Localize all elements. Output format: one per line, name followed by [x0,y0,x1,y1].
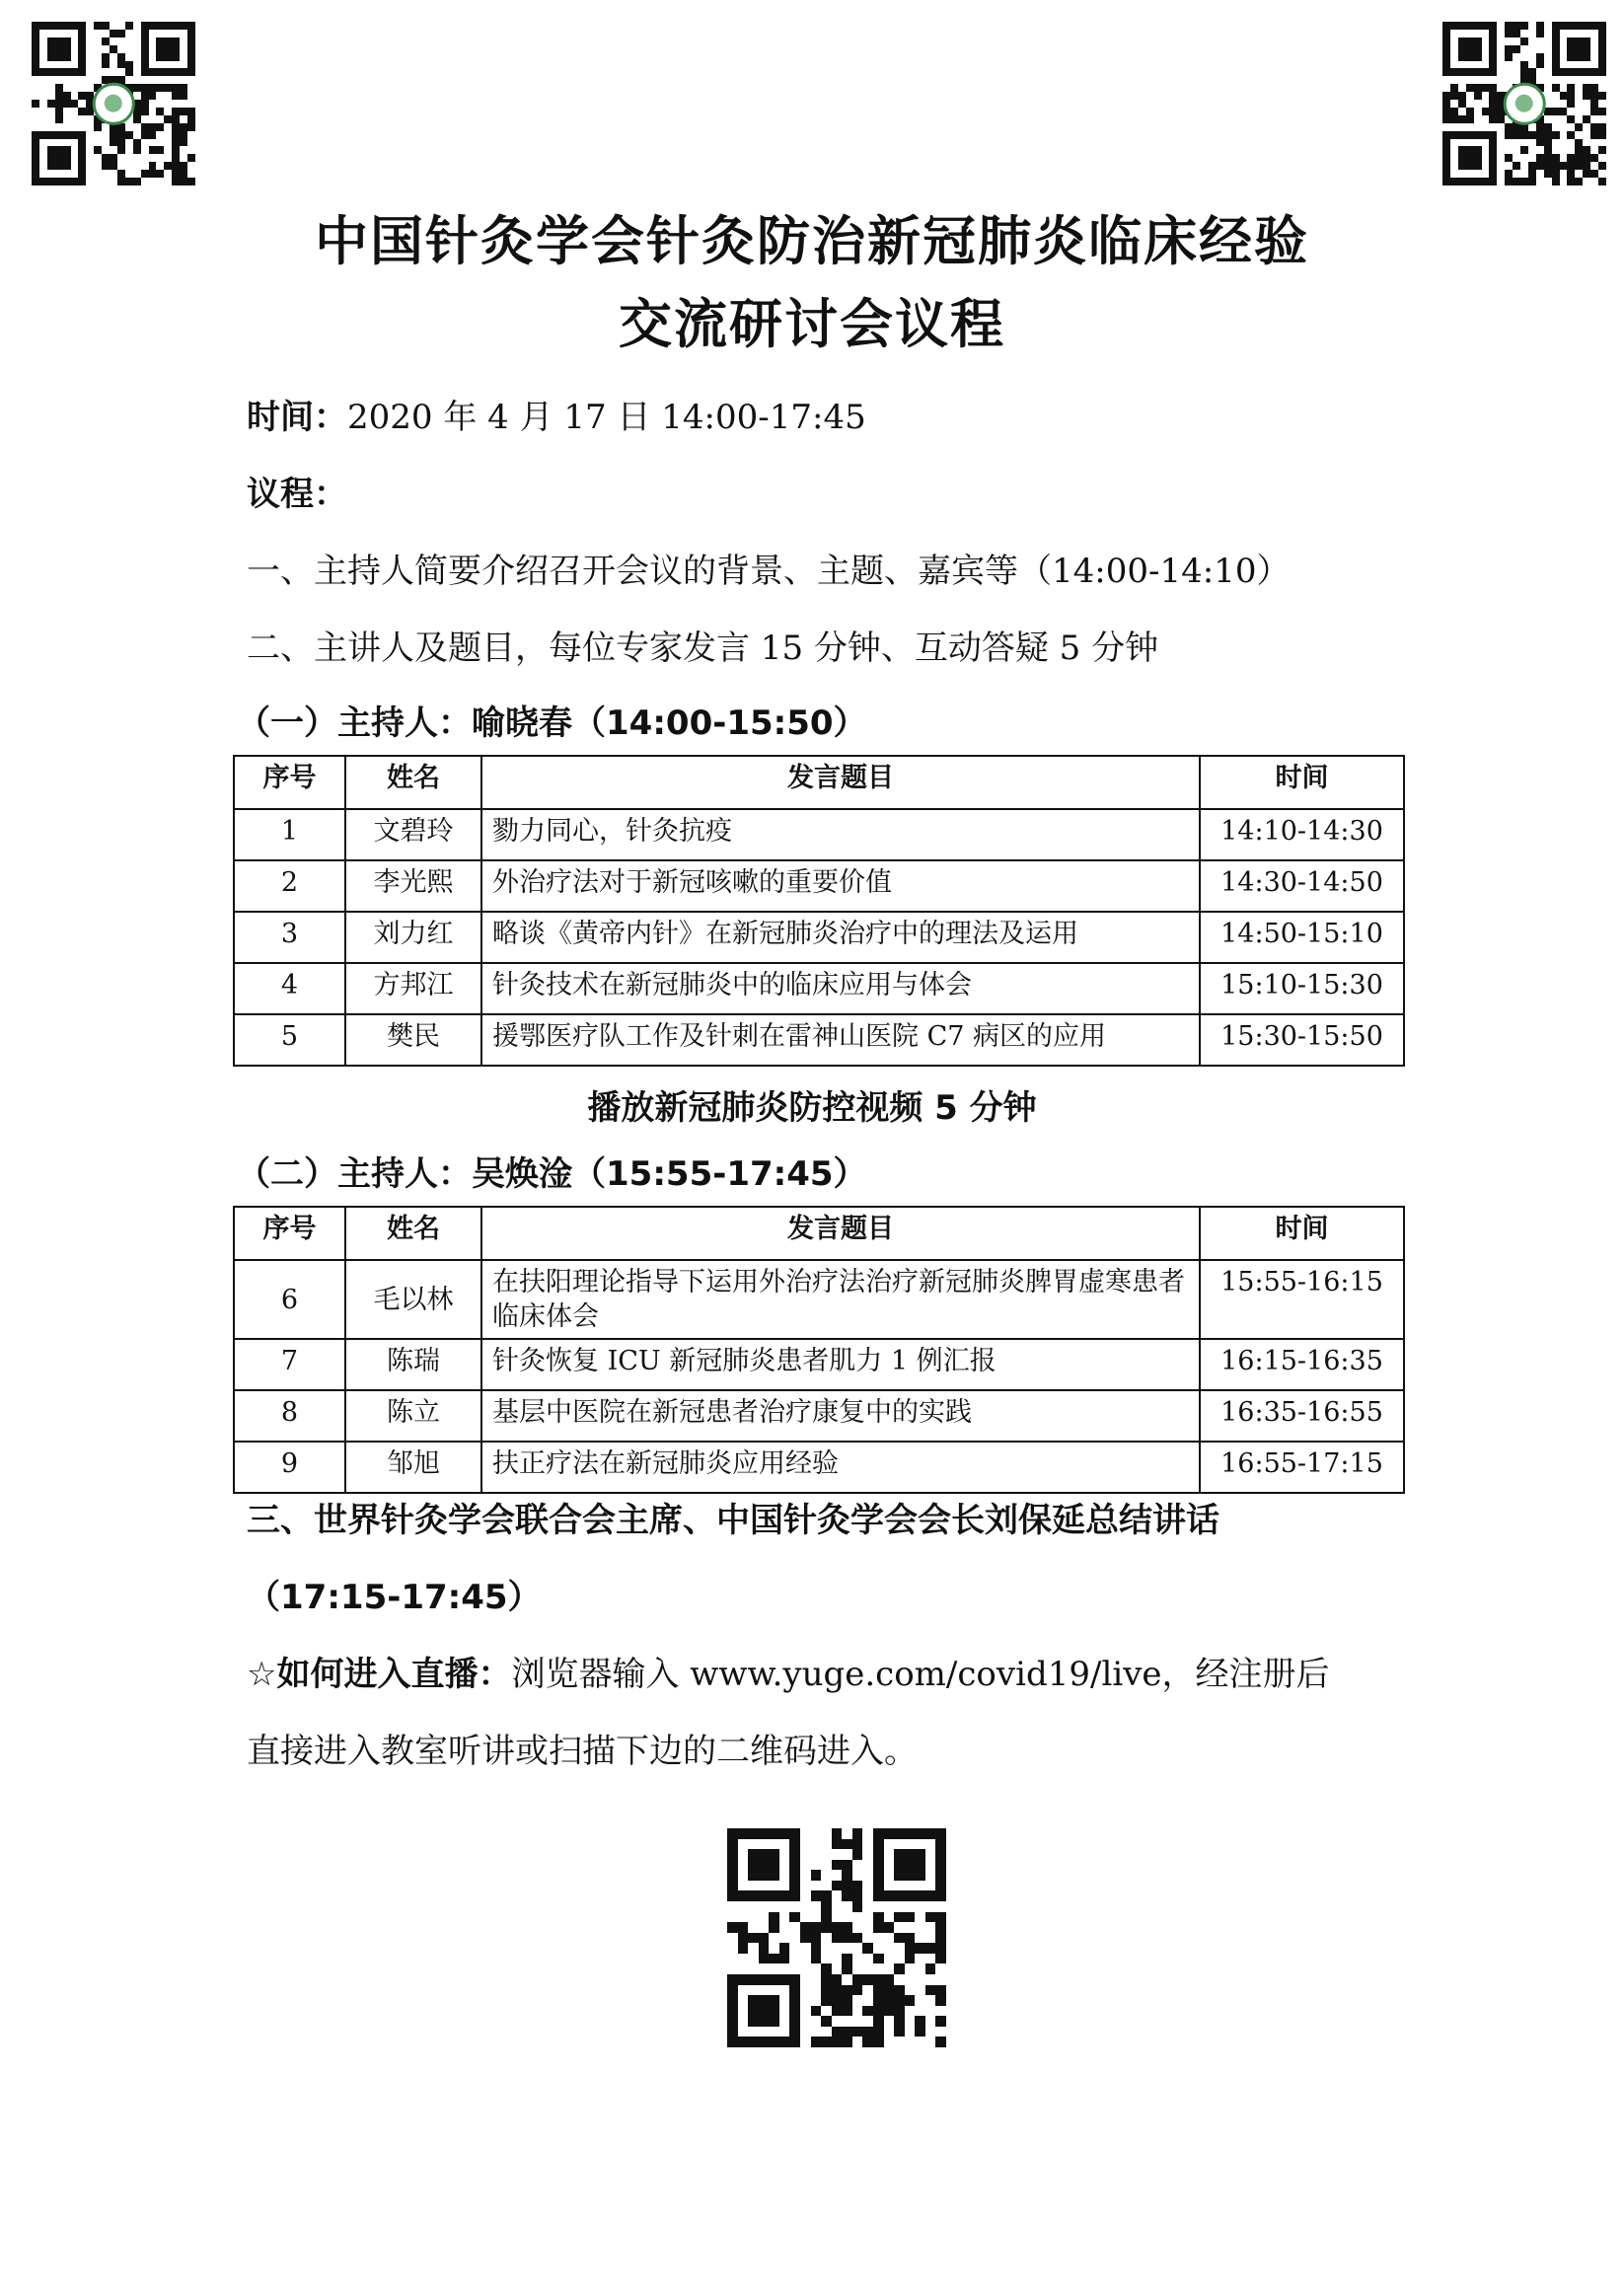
row-no: 1 [234,809,345,860]
row-topic: 外治疗法对于新冠咳嗽的重要价值 [481,860,1200,912]
row-no: 7 [234,1339,345,1390]
row-no: 4 [234,963,345,1014]
qr-code-top-right [1442,22,1606,185]
agenda-item-3: 三、世界针灸学会联合会主席、中国针灸学会会长刘保延总结讲话 [247,1501,1219,1540]
row-speaker: 樊民 [345,1014,481,1066]
live-text-1: 浏览器输入 www.yuge.com/covid19/live，经注册后 [511,1655,1330,1694]
row-time: 16:35-16:55 [1200,1390,1404,1442]
column-header-name: 姓名 [345,1207,481,1260]
row-no: 6 [234,1260,345,1339]
live-instructions-line-2: 直接进入教室听讲或扫描下边的二维码进入。 [247,1732,918,1771]
session-2-heading: （二）主持人：吴焕淦（15:55-17:45） [237,1154,867,1194]
time-line [247,398,866,437]
table-row [234,912,1404,963]
row-time: 14:10-14:30 [1200,809,1404,860]
qr-code-top-left [32,22,195,185]
column-header-no: 序号 [234,756,345,809]
row-speaker: 李光熙 [345,860,481,912]
row-no: 5 [234,1014,345,1066]
row-time: 16:55-17:15 [1200,1442,1404,1493]
row-topic: 略谈《黄帝内针》在新冠肺炎治疗中的理法及运用 [481,912,1200,963]
row-time: 16:15-16:35 [1200,1339,1404,1390]
time-value: 2020 年 4 月 17 日 14:00-17:45 [347,398,866,437]
table-row [234,1260,1404,1339]
row-time: 14:50-15:10 [1200,912,1404,963]
row-time: 14:30-14:50 [1200,860,1404,912]
row-no: 2 [234,860,345,912]
table-row [234,1442,1404,1493]
table-row [234,1339,1404,1390]
table-header-row [234,756,1404,809]
row-topic: 援鄂医疗队工作及针刺在雷神山医院 C7 病区的应用 [481,1014,1200,1066]
row-time: 15:30-15:50 [1200,1014,1404,1066]
live-instructions-line-1 [247,1655,1330,1694]
society-logo-icon [93,83,135,125]
column-header-name: 姓名 [345,756,481,809]
agenda-label: 议程： [247,475,347,514]
agenda-item-1: 一、主持人简要介绍召开会议的背景、主题、嘉宾等（14:00-14:10） [247,552,1291,591]
column-header-topic: 发言题目 [481,756,1200,809]
column-header-topic: 发言题目 [481,1207,1200,1260]
qr-code-live-stream[interactable] [727,1828,946,2047]
table-row [234,963,1404,1014]
table-row [234,860,1404,912]
row-speaker: 陈立 [345,1390,481,1442]
row-no: 3 [234,912,345,963]
row-speaker: 毛以林 [345,1260,481,1339]
live-label: ☆如何进入直播： [247,1655,512,1694]
row-topic: 针灸恢复 ICU 新冠肺炎患者肌力 1 例汇报 [481,1339,1200,1390]
row-speaker: 邹旭 [345,1442,481,1493]
row-speaker: 文碧玲 [345,809,481,860]
table-row [234,1014,1404,1066]
time-label: 时间： [247,398,347,437]
column-header-time: 时间 [1200,1207,1404,1260]
column-header-time: 时间 [1200,756,1404,809]
column-header-no: 序号 [234,1207,345,1260]
row-no: 8 [234,1390,345,1442]
row-topic: 在扶阳理论指导下运用外治疗法治疗新冠肺炎脾胃虚寒患者临床体会 [481,1260,1200,1339]
page-title-line-2: 交流研讨会议程 [619,293,1005,355]
agenda-item-2: 二、主讲人及题目，每位专家发言 15 分钟、互动答疑 5 分钟 [247,629,1159,668]
table-row [234,1390,1404,1442]
row-topic: 扶正疗法在新冠肺炎应用经验 [481,1442,1200,1493]
row-topic: 基层中医院在新冠患者治疗康复中的实践 [481,1390,1200,1442]
row-speaker: 方邦江 [345,963,481,1014]
table-row [234,809,1404,860]
session-1-table [233,755,1405,1067]
row-speaker: 刘力红 [345,912,481,963]
row-time: 15:55-16:15 [1200,1260,1404,1339]
video-note: 播放新冠肺炎防控视频 5 分钟 [587,1088,1037,1128]
row-no: 9 [234,1442,345,1493]
page-title-line-1: 中国针灸学会针灸防治新冠肺炎临床经验 [315,210,1309,272]
table-header-row [234,1207,1404,1260]
session-2-table [233,1206,1405,1494]
row-time: 15:10-15:30 [1200,963,1404,1014]
row-topic: 针灸技术在新冠肺炎中的临床应用与体会 [481,963,1200,1014]
row-speaker: 陈瑞 [345,1339,481,1390]
session-1-heading: （一）主持人：喻晓春（14:00-15:50） [237,704,867,743]
agenda-item-3-time: （17:15-17:45） [247,1578,542,1617]
row-topic: 勠力同心，针灸抗疫 [481,809,1200,860]
society-logo-icon [1504,83,1546,125]
